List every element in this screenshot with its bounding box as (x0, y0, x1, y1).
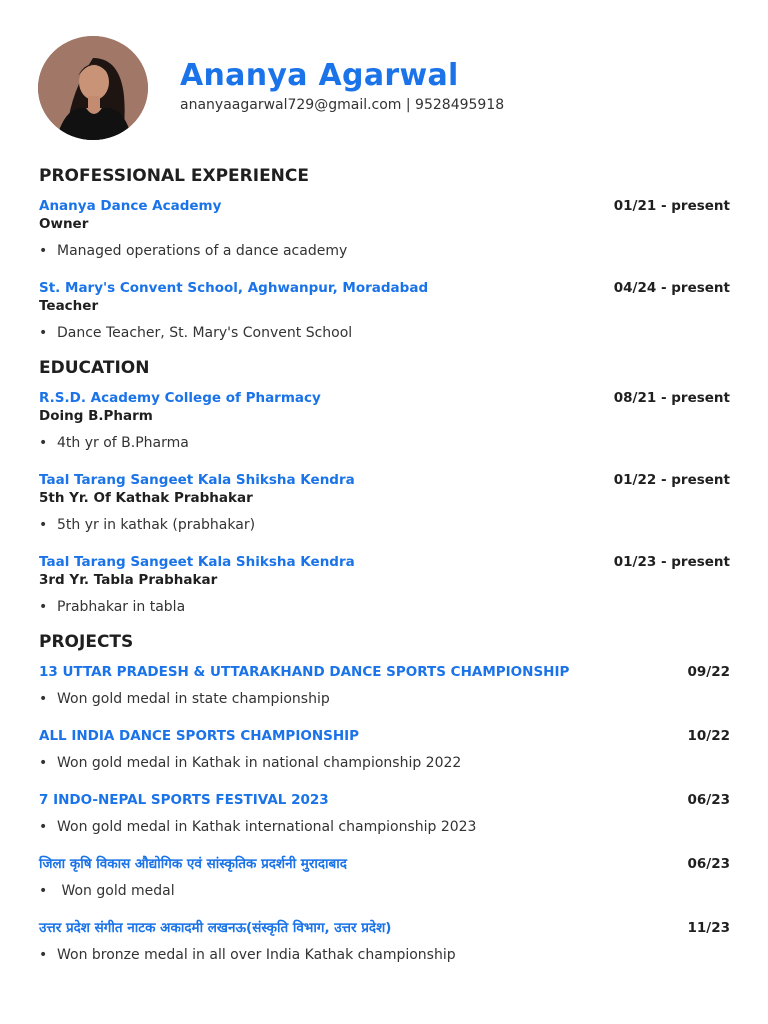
project-date: 06/23 (687, 792, 730, 808)
bullet-marker: • (39, 325, 48, 341)
experience-entry (39, 280, 730, 341)
bullet-marker: • (39, 435, 48, 451)
projects-heading: PROJECTS (39, 632, 134, 652)
date-range: 04/24 - present (613, 280, 730, 296)
bullet-point: • Managed operations of a dance academy (39, 243, 348, 259)
bullet-point: • Won bronze medal in all over India Kathak championship (39, 947, 456, 963)
bullet-point: • Won gold medal (39, 883, 175, 899)
bullet-point: • Won gold medal in state championship (39, 691, 330, 707)
bullet-marker: • (39, 819, 48, 835)
bullet-point: • 4th yr of B.Pharma (39, 435, 189, 451)
date-range: 01/22 - present (613, 472, 730, 488)
institution-name: Taal Tarang Sangeet Kala Shiksha Kendra (39, 472, 355, 488)
date-range: 01/23 - present (613, 554, 730, 570)
degree-title: 5th Yr. Of Kathak Prabhakar (39, 490, 253, 506)
bullet-point: • Won gold medal in Kathak international championship 2023 (39, 819, 477, 835)
project-name: 13 UTTAR PRADESH & UTTARAKHAND DANCE SPORTS CHAMPIONSHIP (39, 664, 570, 680)
project-date: 10/22 (687, 728, 730, 744)
date-range: 08/21 - present (613, 390, 730, 406)
project-entry (39, 664, 730, 707)
education-heading: EDUCATION (39, 358, 150, 378)
project-entry (39, 918, 730, 963)
role-title: Owner (39, 216, 89, 232)
project-name: ALL INDIA DANCE SPORTS CHAMPIONSHIP (39, 728, 360, 744)
degree-title: Doing B.Pharm (39, 408, 153, 424)
experience-entry (39, 198, 730, 259)
bullet-marker: • (39, 599, 48, 615)
experience-heading: PROFESSIONAL EXPERIENCE (39, 166, 309, 186)
project-name: उत्तर प्रदेश संगीत नाटक अकादमी लखनऊ(संस्कृति विभाग, उत्तर प्रदेश) (39, 920, 392, 936)
candidate-name: Ananya Agarwal (180, 58, 459, 93)
date-range: 01/21 - present (613, 198, 730, 214)
bullet-marker: • (39, 243, 48, 259)
bullet-marker: • (39, 691, 48, 707)
education-entry (39, 554, 730, 615)
project-entry (39, 792, 730, 835)
bullet-point: • 5th yr in kathak (prabhakar) (39, 517, 256, 533)
institution-name: Taal Tarang Sangeet Kala Shiksha Kendra (39, 554, 355, 570)
bullet-point: • Won gold medal in Kathak in national championship 2022 (39, 755, 462, 771)
bullet-point: • Prabhakar in tabla (39, 599, 186, 615)
project-entry (39, 854, 730, 899)
resume-header (38, 36, 738, 142)
bullet-marker: • (39, 883, 48, 899)
project-name: जिला कृषि विकास औद्योगिक एवं सांस्कृतिक प्रदर्शनी मुरादाबाद (39, 856, 347, 872)
bullet-marker: • (39, 755, 48, 771)
organization-name: Ananya Dance Academy (39, 198, 222, 214)
role-title: Teacher (39, 298, 99, 314)
bullet-marker: • (39, 947, 48, 963)
bullet-marker: • (39, 517, 48, 533)
degree-title: 3rd Yr. Tabla Prabhakar (39, 572, 218, 588)
contact-info: ananyaagarwal729@gmail.com | 9528495918 (180, 97, 505, 113)
project-date: 09/22 (687, 664, 730, 680)
project-date: 06/23 (687, 856, 730, 872)
profile-photo (38, 36, 148, 140)
education-entry (39, 390, 730, 451)
organization-name: St. Mary's Convent School, Aghwanpur, Moradabad (39, 280, 429, 296)
project-date: 11/23 (687, 920, 730, 936)
education-entry (39, 472, 730, 533)
bullet-point: • Dance Teacher, St. Mary's Convent School (39, 325, 353, 341)
project-name: 7 INDO-NEPAL SPORTS FESTIVAL 2023 (39, 792, 329, 808)
project-entry (39, 728, 730, 771)
institution-name: R.S.D. Academy College of Pharmacy (39, 390, 321, 406)
